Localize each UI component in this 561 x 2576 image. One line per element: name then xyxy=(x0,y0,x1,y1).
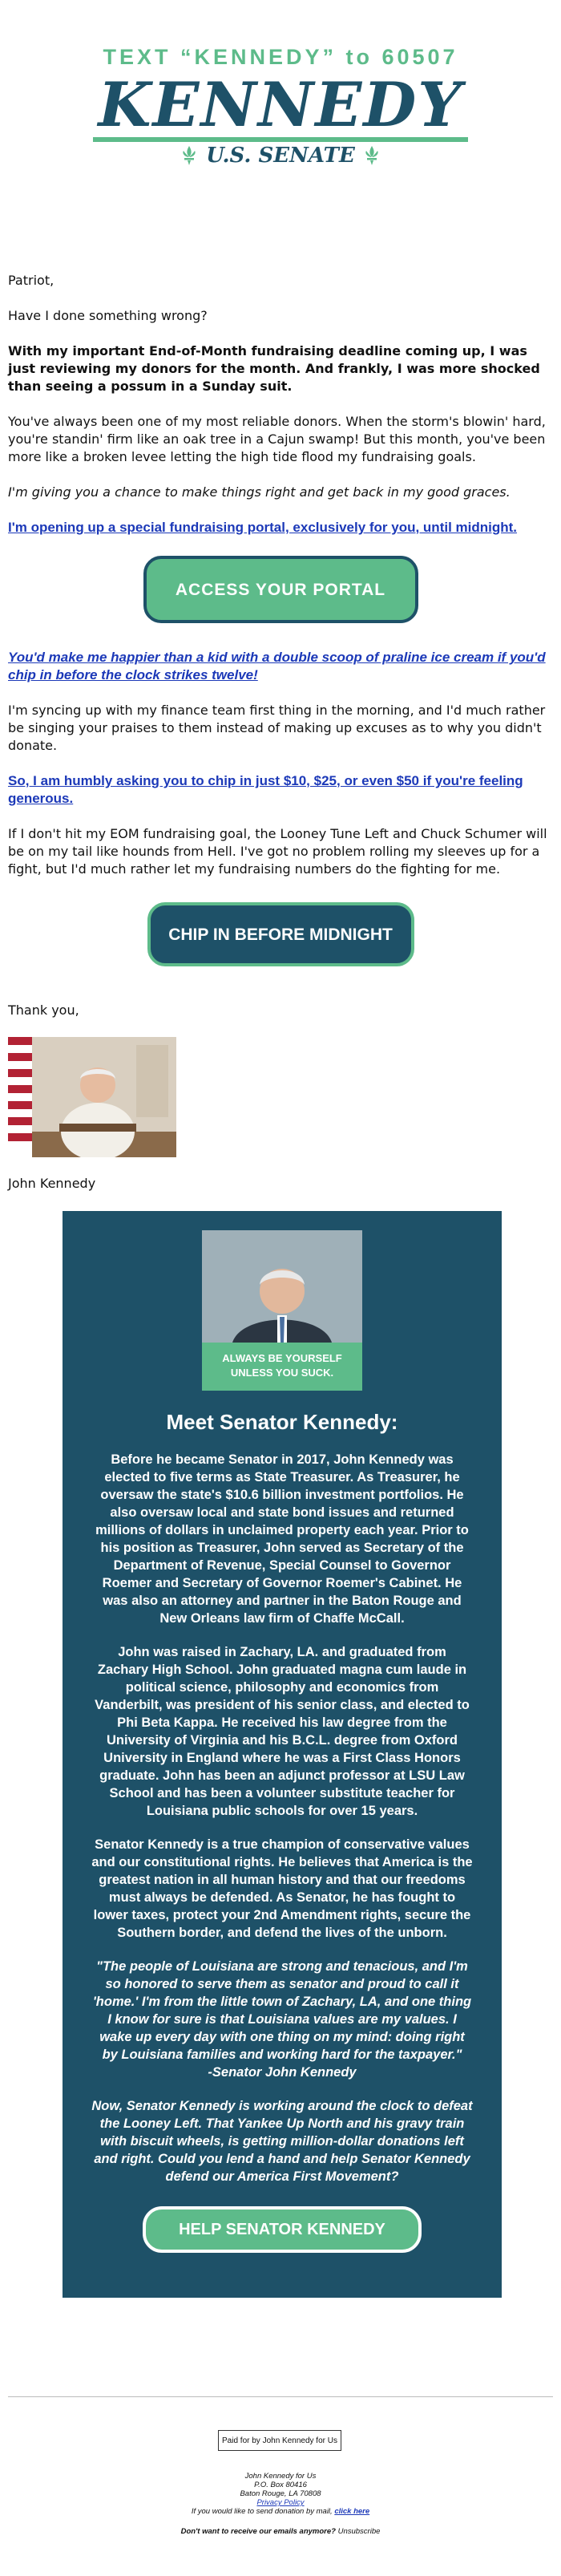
footer-city: Baton Rouge, LA 70808 xyxy=(240,2489,321,2498)
senate-row xyxy=(0,144,561,168)
mail-donation-line xyxy=(0,2507,561,2516)
access-portal-button[interactable]: ACCESS YOUR PORTAL xyxy=(143,556,418,623)
meet-senator-panel xyxy=(63,1211,502,2298)
chip-in-amounts-link[interactable]: So, I am humbly asking you to chip in just $10, $25, or even $50 if you're feeling generous. xyxy=(8,773,523,806)
mail-donation-text: If you would like to send donation by mail, xyxy=(191,2507,333,2516)
us-senate-label: U.S. SENATE xyxy=(206,144,355,168)
cta-wrap xyxy=(8,556,553,623)
privacy-policy-link[interactable]: Privacy Policy xyxy=(256,2498,305,2507)
footer-po-box: P.O. Box 80416 xyxy=(254,2481,307,2489)
portal-link[interactable]: I'm opening up a special fundraising portal, exclusively for you, until midnight. xyxy=(8,520,518,535)
kennedy-logo: KENNEDY xyxy=(93,73,467,142)
letter-body xyxy=(0,272,561,1193)
praline-link[interactable]: You'd make me happier than a kid with a double scoop of praline ice cream if you'd chip in before the clock strikes twelve! xyxy=(8,650,546,682)
photo-caption-line-1: ALWAYS BE YOURSELF xyxy=(222,1352,342,1364)
letter-paragraph: Have I done something wrong? xyxy=(8,308,208,323)
photo-caption-line-2: UNLESS YOU SUCK. xyxy=(230,1367,334,1379)
fleur-de-lis-icon xyxy=(363,145,381,166)
bio-paragraph: Senator Kennedy is a true champion of conservative values and our constitutional rights. He believes that America is the greatest nation in all human history and that our freedoms must always be defended. As Senator, he has fought to lower taxes, protect your 2nd Amendment rights, secure the Southern border, and defend the lives of the unborn. xyxy=(91,1837,473,1940)
greeting: Patriot, xyxy=(8,273,54,288)
senator-meme-photo xyxy=(202,1230,362,1391)
senator-quote xyxy=(63,1958,502,2081)
fleur-de-lis-icon xyxy=(180,145,198,166)
appeal-paragraph: Now, Senator Kennedy is working around the clock to defeat the Looney Left. That Yankee Up North and his gravy train with biscuit wheels, is getting million-dollar donations left and right. Could you lend a hand and help Senator Kennedy defend our America First Movement? xyxy=(91,2099,473,2184)
footer-org: John Kennedy for Us xyxy=(244,2472,317,2481)
bio-paragraph: John was raised in Zachary, LA. and graduated from Zachary High School. John graduated magna cum laude in political science, philosophy and economics from Vanderbilt, was president of his senior class, and elected to Phi Beta Kappa. He received his law degree from the University of Virginia and his B.C.L. degree from Oxford University in England where he was a First Class Honors graduate. John has been an adjunct professor at LSU Law School and has been a volunteer substitute teacher for Louisiana public schools for over 15 years. xyxy=(95,1645,470,1818)
unsubscribe-text: Don't want to receive our emails anymore? xyxy=(180,2527,336,2536)
cta-wrap xyxy=(8,902,553,966)
closing: Thank you, xyxy=(8,1002,79,1018)
quote-text: "The people of Louisiana are strong and tenacious, and I'm so honored to serve them as senator and proud to call it 'home.' I'm from the little town of Zachary, LA, and one thing I know for sure is that Louisiana values are my values. I wake up every day with one thing on my mind: doing right by Louisiana families and working hard for the taxpayer." xyxy=(92,1959,472,2062)
bio-paragraph: Before he became Senator in 2017, John Kennedy was elected to five terms as State Treasurer. As Treasurer, he oversaw the state's $10.6 billion investment portfolios. He also oversaw local and state bond issues and returned millions of dollars in unclaimed property each year. Prior to his position as Treasurer, John served as Secretary of the Department of Revenue, Special Counsel to Governor Roemer and Secretary of Governor Roemer's Cabinet. He was also an attorney and partner in the Baton Rouge and New Orleans law firm of Chaffe McCall. xyxy=(95,1452,469,1626)
quote-attribution: -Senator John Kennedy xyxy=(208,2065,357,2080)
unsubscribe-link[interactable]: Unsubscribe xyxy=(337,2527,381,2536)
text-to-join-line: TEXT “KENNEDY” to 60507 xyxy=(103,45,458,69)
letter-paragraph: If I don't hit my EOM fundraising goal, the Looney Tune Left and Chuck Schumer will be on my tail like hounds from Hell. I've got no problem rolling my sleeves up for a fight, but I'd much rather let my fundraising numbers do the fighting for me. xyxy=(8,826,547,877)
footer-divider xyxy=(8,2396,553,2397)
paid-for-box: Paid for by John Kennedy for Us xyxy=(218,2430,341,2451)
chip-in-before-midnight-button[interactable]: CHIP IN BEFORE MIDNIGHT xyxy=(147,902,414,966)
help-senator-kennedy-button[interactable]: HELP SENATOR KENNEDY xyxy=(143,2206,422,2253)
letter-paragraph-italic: I'm giving you a chance to make things right and get back in my good graces. xyxy=(8,484,511,500)
letter-paragraph: You've always been one of my most reliable donors. When the storm's blowin' hard, you're standin' firm like an oak tree in a Cajun swamp! But this month, you've been more like a broken levee letting the high tide flood my fundraising goals. xyxy=(8,414,546,464)
senator-portrait-photo xyxy=(8,1037,176,1157)
mail-donation-link[interactable]: click here xyxy=(334,2507,370,2516)
footer xyxy=(0,2472,561,2536)
letter-paragraph: I'm syncing up with my finance team first thing in the morning, and I'd much rather be singing your praises to them instead of making up excuses as to why you didn't donate. xyxy=(8,703,546,753)
letter-paragraph-bold: With my important End-of-Month fundraising deadline coming up, I was just reviewing my donors for the month. And frankly, I was more shocked than seeing a possum in a Sunday suit. xyxy=(8,343,540,394)
unsubscribe-line xyxy=(0,2527,561,2536)
email-header xyxy=(0,0,561,205)
signature: John Kennedy xyxy=(8,1176,96,1191)
panel-title: Meet Senator Kennedy: xyxy=(166,1410,398,1434)
